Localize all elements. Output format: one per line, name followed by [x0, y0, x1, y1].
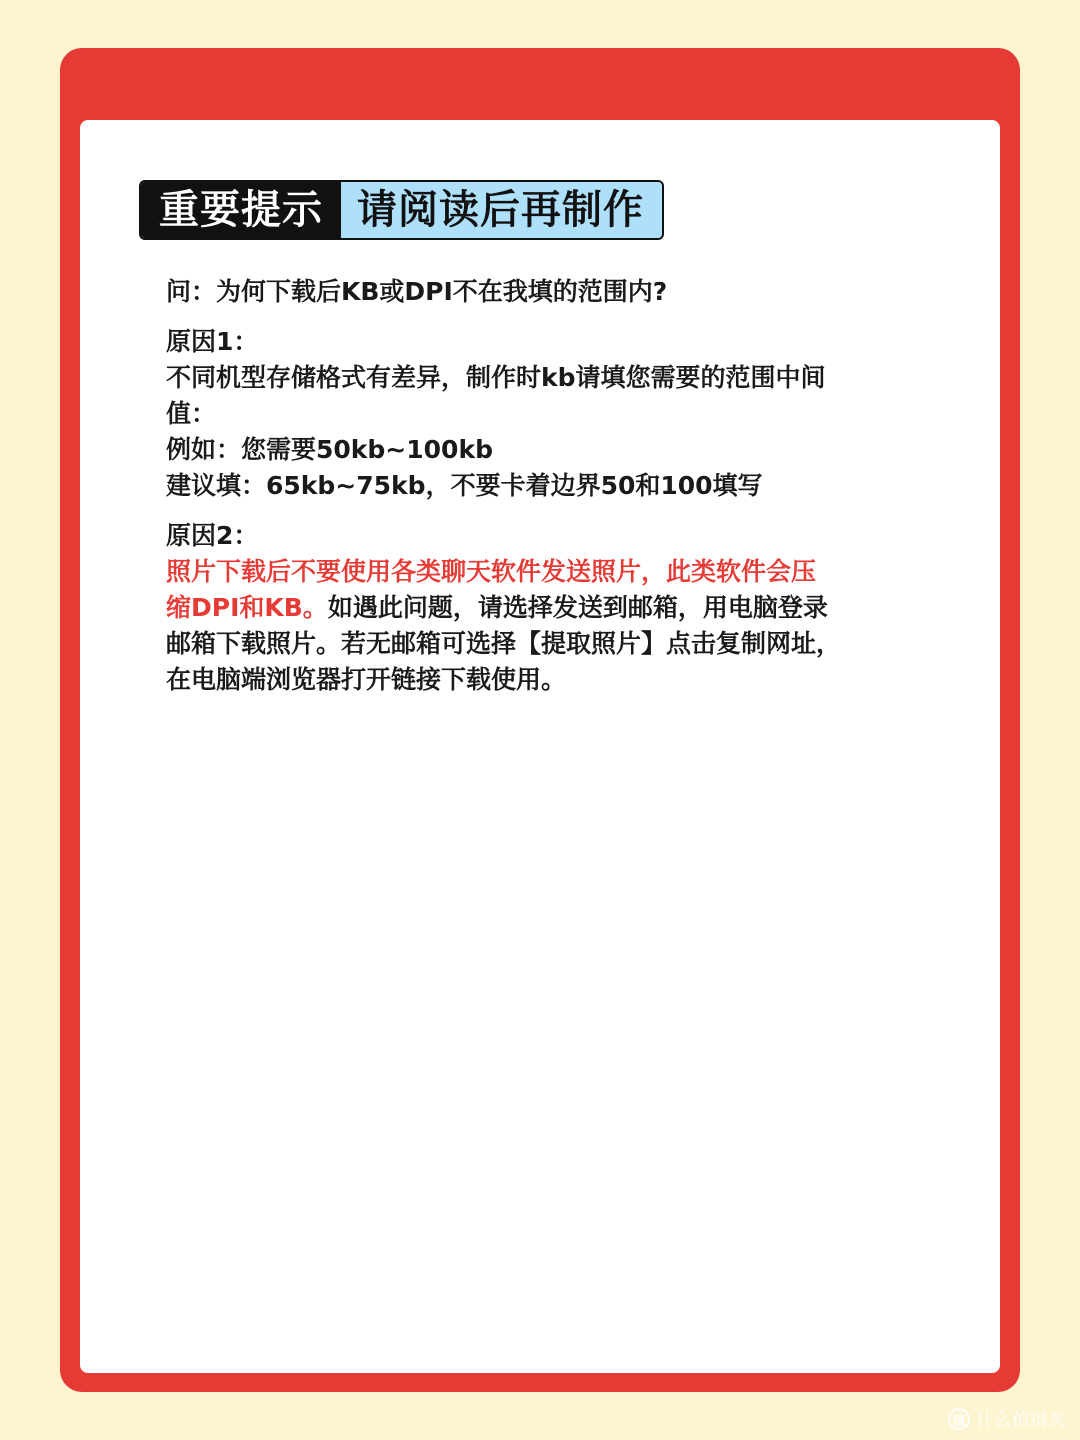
site-watermark	[948, 1406, 1066, 1432]
reason2-black-text: 如遇此问题，请选择发送到邮箱，用电脑登录	[327, 593, 828, 622]
reason2-mixed-line	[166, 590, 926, 626]
question-block	[166, 274, 926, 310]
reason1-line1: 不同机型存储格式有差异，制作时kb请填您需要的范围中间	[166, 363, 826, 392]
reason2-red-line: 照片下载后不要使用各类聊天软件发送照片，此类软件会压	[166, 557, 817, 586]
reason1-example: 例如：您需要50kb~100kb	[166, 435, 493, 464]
reason1-line2: 值：	[166, 399, 217, 428]
notice-banner	[139, 180, 664, 240]
watermark-text: 什么值得买	[976, 1410, 1066, 1431]
reason2-line4: 在电脑端浏览器打开链接下载使用。	[166, 665, 567, 694]
banner-read-first-label: 请阅读后再制作	[341, 182, 662, 238]
question-text: 问：为何下载后KB或DPI不在我填的范围内?	[166, 277, 668, 306]
reason2-block	[166, 518, 926, 698]
reason2-red-tail: 缩DPI和KB。	[166, 593, 328, 622]
reason1-title: 原因1：	[166, 327, 259, 356]
reason2-line3: 邮箱下载照片。若无邮箱可选择【提取照片】点击复制网址，	[166, 629, 842, 658]
banner-important-label: 重要提示	[141, 182, 341, 238]
smzdm-logo-icon: 值	[948, 1408, 970, 1430]
faq-content	[166, 274, 926, 712]
reason1-block	[166, 324, 926, 504]
reason1-suggest: 建议填：65kb~75kb，不要卡着边界50和100填写	[166, 471, 763, 500]
reason2-title: 原因2：	[166, 521, 259, 550]
